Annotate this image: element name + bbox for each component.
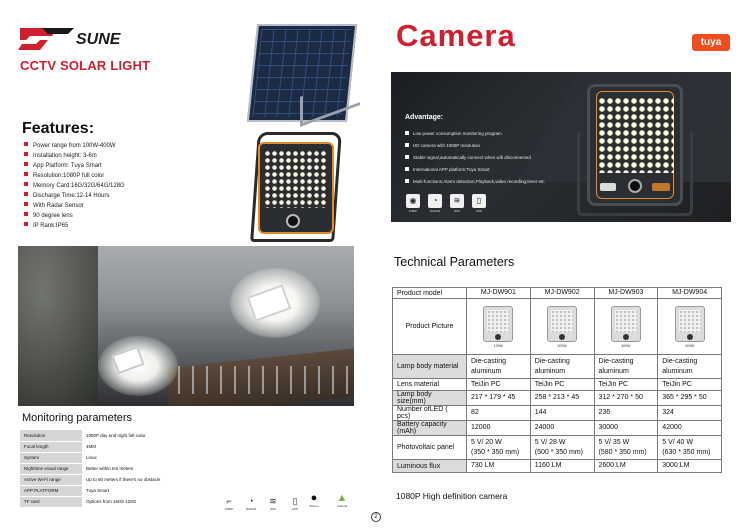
table-row: TF card Options from 16Gb 128G	[20, 496, 256, 507]
advantage-item: Stable signal,automatically connect when wifi disconnected	[405, 152, 545, 164]
cctv-icon: ◉ 1080P	[405, 194, 421, 213]
table-row: Product model MJ-DW901 MJ-DW902 MJ-DW903 MJ-DW904	[393, 288, 722, 299]
product-thumbnail: 100W	[467, 299, 531, 355]
table-row: APP PLATFORM Tuya Smart	[20, 485, 256, 496]
cctv-icon: ⌐ 1080P	[224, 496, 234, 511]
bullet-icon	[24, 182, 28, 186]
camera-title: Camera	[396, 18, 516, 53]
feature-item: Installation height: 3-6m	[24, 151, 125, 161]
product-thumbnail: 200W	[530, 299, 594, 355]
feature-item: Resolution:1080P full color	[24, 171, 125, 181]
table-row: Lens material TeiJin PC TeiJin PC TeiJin PC TeiJin PC	[393, 379, 722, 391]
technical-title: Technical Parameters	[394, 255, 515, 269]
led-array	[264, 150, 328, 208]
product-thumbnail: 300W	[594, 299, 658, 355]
features-title: Features:	[22, 120, 95, 137]
table-row: Number ofLED ( pcs) 82 144 236 324	[393, 406, 722, 421]
tuya-logo: tuya	[692, 34, 730, 51]
app-icon: ▯ APP	[471, 194, 487, 213]
footer-caption: 1080P High definition camera	[396, 491, 508, 501]
camera-banner	[391, 72, 731, 222]
brand-subtitle: CCTV SOLAR LIGHT	[20, 58, 151, 73]
apple-icon: ● iPhone	[309, 492, 319, 508]
monitoring-title: Monitoring parameters	[22, 412, 133, 424]
feature-list	[24, 141, 125, 231]
bullet-icon	[405, 143, 409, 147]
feature-item: App Platform: Tuya Smart	[24, 161, 125, 171]
radar-icon: ◔ RADAR	[245, 496, 257, 511]
bullet-icon	[24, 212, 28, 216]
monitoring-feature-icons	[222, 496, 302, 511]
os-icons	[306, 492, 350, 508]
bullet-icon	[24, 142, 28, 146]
bullet-icon	[405, 155, 409, 159]
android-icon: ▲ Android	[336, 492, 348, 508]
bullet-icon	[24, 162, 28, 166]
table-row: System Linux	[20, 452, 256, 463]
advantage-item: HD camera with 1080P resolution	[405, 140, 545, 152]
bullet-icon	[24, 202, 28, 206]
camera-lamp-image	[587, 84, 683, 206]
wifi-icon: ≋ WiFi	[449, 194, 465, 213]
table-row: Product Picture 100W 200W 300W 400W	[393, 299, 722, 355]
bullet-icon	[405, 167, 409, 171]
advantage-item: Multi-functions:Alarm detection,Playback,video recording,timer etc	[405, 176, 545, 188]
table-row: Lamp body size(mm) 217 * 179 * 45 258 * 213 * 45 312 * 270 * 50 365 * 295 * 50	[393, 391, 722, 406]
advantage-list	[405, 128, 545, 188]
bullet-icon	[405, 179, 409, 183]
table-row: Luminous flux 730 LM 1160 LM 2600 LM 3000 LM	[393, 460, 722, 473]
advantage-title: Advantage:	[405, 114, 444, 121]
table-row: Focal length 4MM	[20, 441, 256, 452]
bullet-icon	[24, 192, 28, 196]
table-row: Active Wi-Fi range Up to 50 meters if there's no obstacle	[20, 474, 256, 485]
table-row: Lamp body material Die-casting aluminum Die-casting aluminum Die-casting aluminum Die-casting aluminum	[393, 355, 722, 379]
feature-item: 90 degree lens	[24, 211, 125, 221]
advantage-item: Low power consumption monitoring program	[405, 128, 545, 140]
monitoring-table	[20, 430, 256, 508]
advantage-icons	[405, 194, 487, 213]
page-number: 2	[371, 512, 381, 522]
product-thumbnail: 400W	[658, 299, 722, 355]
table-row: Nighttime visual range Better within ten meters	[20, 463, 256, 474]
logo-text: SUNE	[76, 31, 121, 48]
brand-logo	[18, 24, 158, 52]
feature-item: Power range from 100W-400W	[24, 141, 125, 151]
bullet-icon	[24, 152, 28, 156]
installation-photo	[18, 246, 354, 406]
table-row: Photovoltaic panel 5 V/ 20 W (350 * 350 mm) 5 V/ 28 W (500 * 350 mm) 5 V/ 35 W (580 * 350 mm) 5 V/ 40 W (630 * 350 mm)	[393, 436, 722, 460]
technical-table	[392, 287, 722, 473]
bullet-icon	[24, 172, 28, 176]
advantage-item: International APP platform:Tuya Smart	[405, 164, 545, 176]
camera-lens-icon	[628, 179, 642, 193]
camera-lens-icon	[286, 214, 300, 228]
feature-item: With Radar Sensor	[24, 201, 125, 211]
feature-item: IP Rank:IP65	[24, 221, 125, 231]
table-row: Resolution 1080P day and night full-color	[20, 430, 256, 441]
bullet-icon	[24, 222, 28, 226]
table-row: Battery capacity (mAh) 12000 24000 30000 42000	[393, 421, 722, 436]
wifi-icon: ≋ WiFi	[269, 496, 277, 511]
bullet-icon	[405, 131, 409, 135]
feature-item: Discharge Time:12-14 Hours	[24, 191, 125, 201]
feature-item: Memory Card:16G/32G/64G/128G	[24, 181, 125, 191]
app-icon: ▯ APP	[291, 496, 298, 511]
radar-icon: ◔ RADAR	[429, 196, 441, 213]
